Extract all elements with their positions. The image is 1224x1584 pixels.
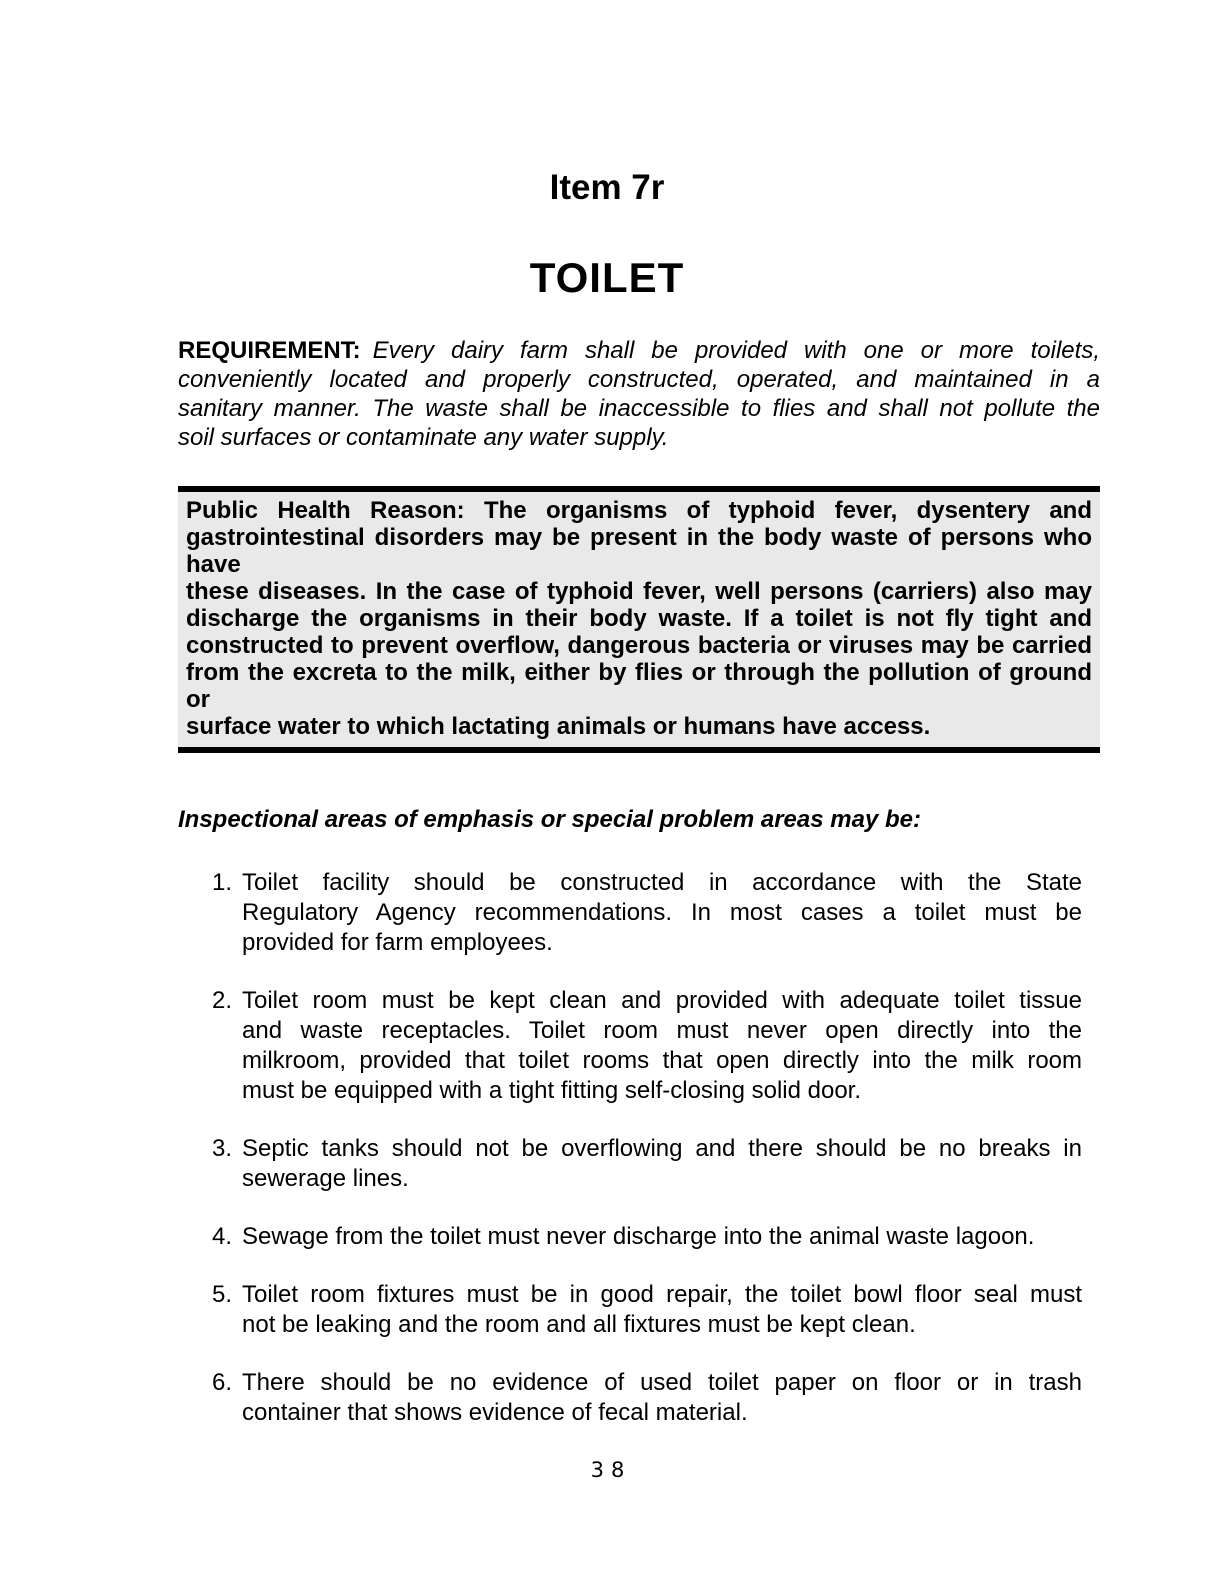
inspection-list xyxy=(212,868,1100,1428)
public-health-reason-box xyxy=(178,486,1100,753)
public-health-reason-text: Public Health Reason: The organisms of typhoid fever, dysentery and gastrointestinal disorders may be present in the body waste of persons who have these diseases. In the case of typhoid fever, well persons (carriers) also may discharge the organisms in their body waste. If a toilet is not fly tight and constructed to prevent overflow, dangerous bacteria or viruses may be carried from the excreta to the milk, either by flies or through the pollution of ground or surface water to which lactating animals or humans have access. xyxy=(186,497,1092,740)
list-item xyxy=(212,1222,1100,1252)
requirement-body: conveniently located and properly constructed, operated, and maintained in a sanitary manner. The waste shall be inaccessible to flies and shall not pollute the soil surfaces or contaminate any water supply. xyxy=(178,366,1100,451)
list-item xyxy=(212,1368,1100,1428)
document-content xyxy=(178,168,1100,1482)
list-item-text: Toilet facility should be constructed in accordance with the State Regulatory Agency recommendations. In most cases a toilet must be provided for farm employees. xyxy=(242,869,1082,956)
list-item-text: Toilet room must be kept clean and provided with adequate toilet tissue and waste receptacles. Toilet room must never open directly into the milkroom, provided that toilet rooms that open directly into the milk room must be equipped with a tight fitting self-closing solid door. xyxy=(242,987,1082,1104)
list-item xyxy=(212,1280,1100,1340)
page-title: Item 7r xyxy=(549,168,665,207)
page-subtitle: TOILET xyxy=(529,254,685,301)
list-item-number: 6. xyxy=(212,1369,233,1396)
list-item-number: 4. xyxy=(212,1223,233,1250)
requirement-first-line-text: Every dairy farm shall be provided with one or more toilets, xyxy=(372,337,1100,364)
requirement-label: REQUIREMENT: xyxy=(178,337,361,364)
list-item xyxy=(212,986,1100,1106)
list-item-text: Toilet room fixtures must be in good repair, the toilet bowl floor seal must not be leaking and the room and all fixtures must be kept clean. xyxy=(242,1281,1082,1338)
inspection-heading: Inspectional areas of emphasis or special problem areas may be: xyxy=(178,806,921,833)
list-item-number: 1. xyxy=(212,869,233,896)
list-item-number: 5. xyxy=(212,1281,233,1308)
list-item-text: Sewage from the toilet must never discharge into the animal waste lagoon. xyxy=(242,1223,1035,1250)
requirement-paragraph xyxy=(178,336,1100,452)
list-item-text: Septic tanks should not be overflowing and there should be no breaks in sewerage lines. xyxy=(242,1135,1082,1192)
list-item-number: 2. xyxy=(212,987,233,1014)
list-item-text: There should be no evidence of used toilet paper on floor or in trash container that shows evidence of fecal material. xyxy=(242,1369,1082,1426)
page-number: 38 xyxy=(590,1458,632,1482)
requirement-first-line xyxy=(178,336,1100,365)
list-item xyxy=(212,868,1100,958)
list-item xyxy=(212,1134,1100,1194)
list-item-number: 3. xyxy=(212,1135,233,1162)
